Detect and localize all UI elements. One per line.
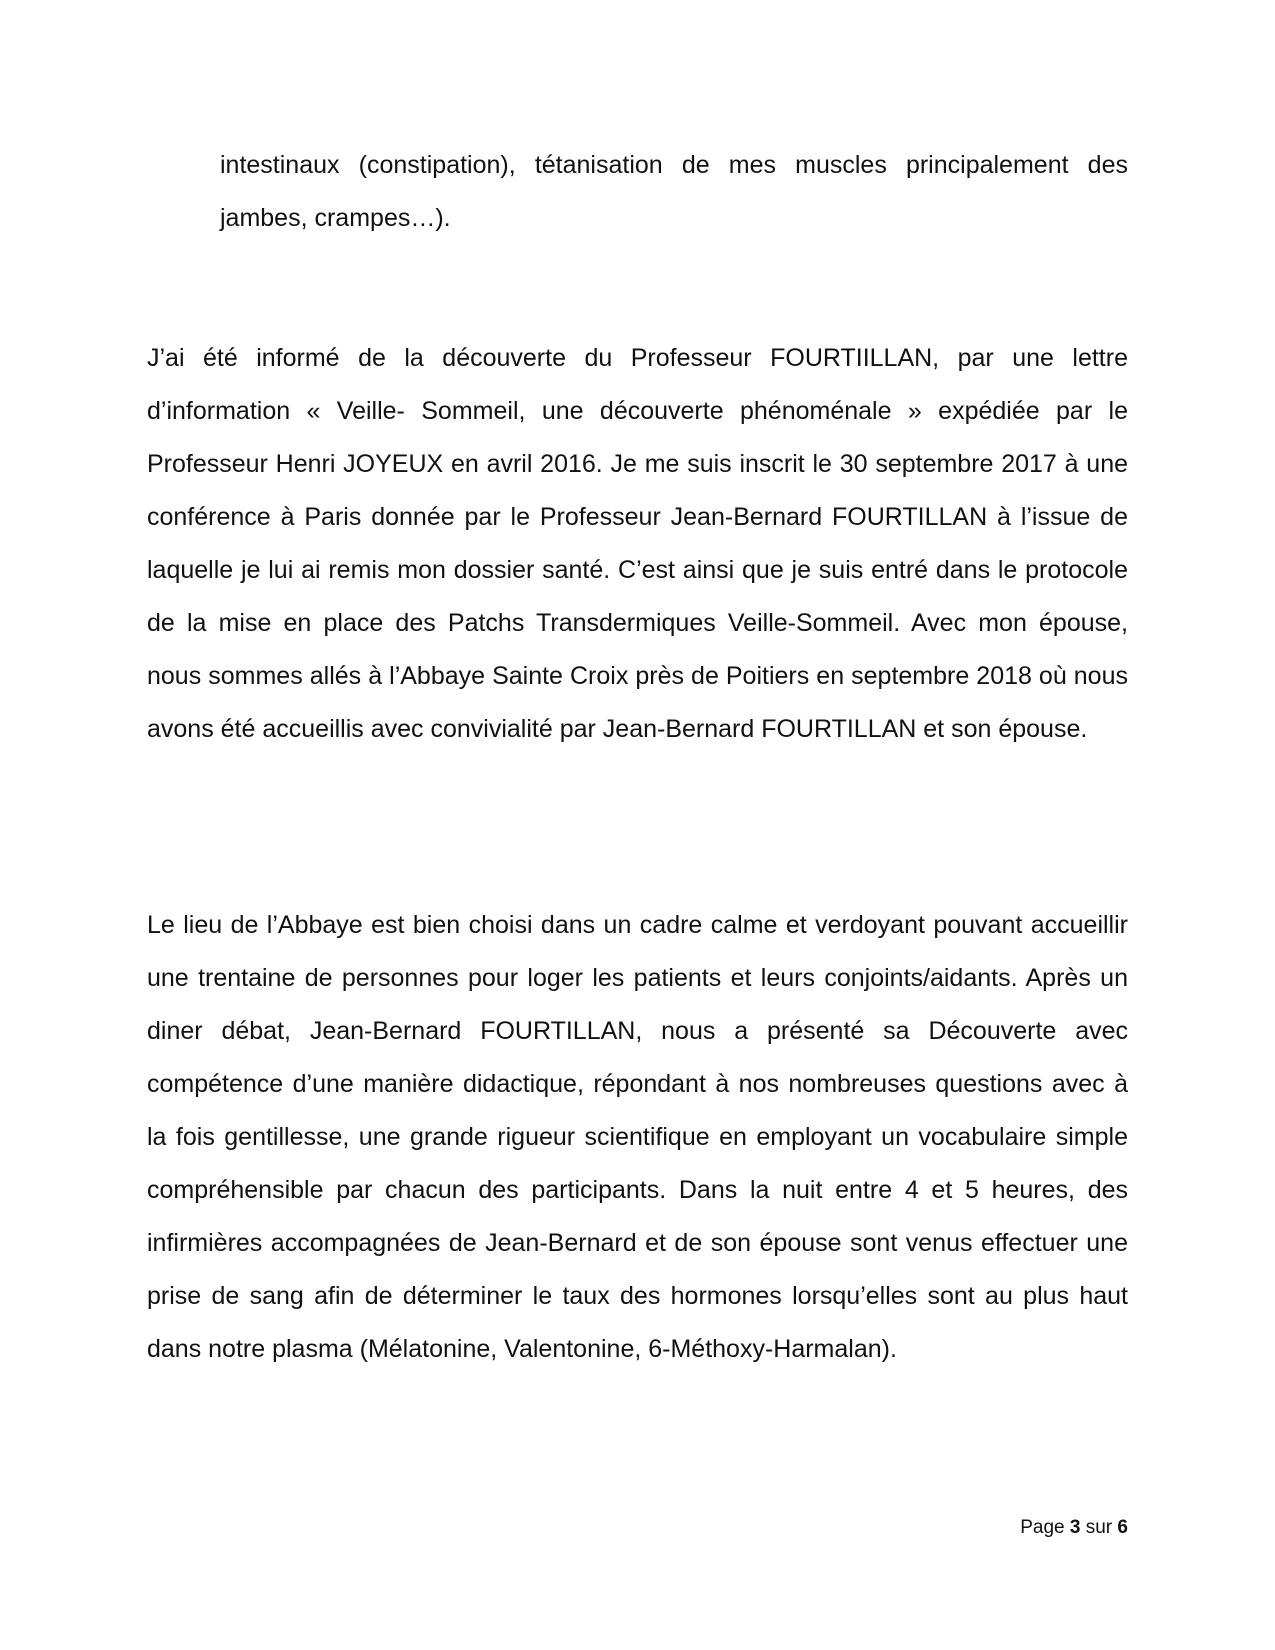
of-label: sur xyxy=(1085,1517,1113,1538)
paragraph-abbey-stay: Le lieu de l’Abbaye est bien choisi dans un cadre calme et verdoyant pouvant accueillir une trentaine de personnes pour loger les patients et leurs conjoints/aidants. Après un diner débat, Jean-Bernard FOURTILLAN, nous a présenté sa Découverte avec compétence d’une manière didactique, répondant à nos nombreuses questions avec à la fois gentillesse, une grande rigueur scientifique en employant un vocabulaire simple compréhensible par chacun des participants. Dans la nuit entre 4 et 5 heures, des infirmières accompagnées de Jean-Bernard et de son épouse sont venus effectuer une prise de sang afin de déterminer le taux des hormones lorsqu’elles sont au plus haut dans notre plasma (Mélatonine, Valentonine, 6-Méthoxy-Harmalan). xyxy=(147,911,1128,1363)
page-label: Page xyxy=(1020,1517,1065,1538)
page-number-footer xyxy=(1020,1516,1128,1540)
page-current: 3 xyxy=(1069,1517,1081,1538)
paragraph-continuation: intestinaux (constipation), tétanisation de mes muscles principalement des jambes, crampes…). xyxy=(220,151,1128,232)
paragraph-discovery-information: J’ai été informé de la découverte du Professeur FOURTIILLAN, par une lettre d’information « Veille- Sommeil, une découverte phénoménale » expédiée par le Professeur Henri JOYEUX en avril 2016. Je me suis inscrit le 30 septembre 2017 à une conférence à Paris donnée par le Professeur Jean-Bernard FOURTILLAN à l’issue de laquelle je lui ai remis mon dossier santé. C’est ainsi que je suis entré dans le protocole de la mise en place des Patchs Transdermiques Veille-Sommeil. Avec mon épouse, nous sommes allés à l’Abbaye Sainte Croix près de Poitiers en septembre 2018 où nous avons été accueillis avec convivialité par Jean-Bernard FOURTILLAN et son épouse. xyxy=(147,344,1128,743)
page-total: 6 xyxy=(1117,1517,1128,1538)
